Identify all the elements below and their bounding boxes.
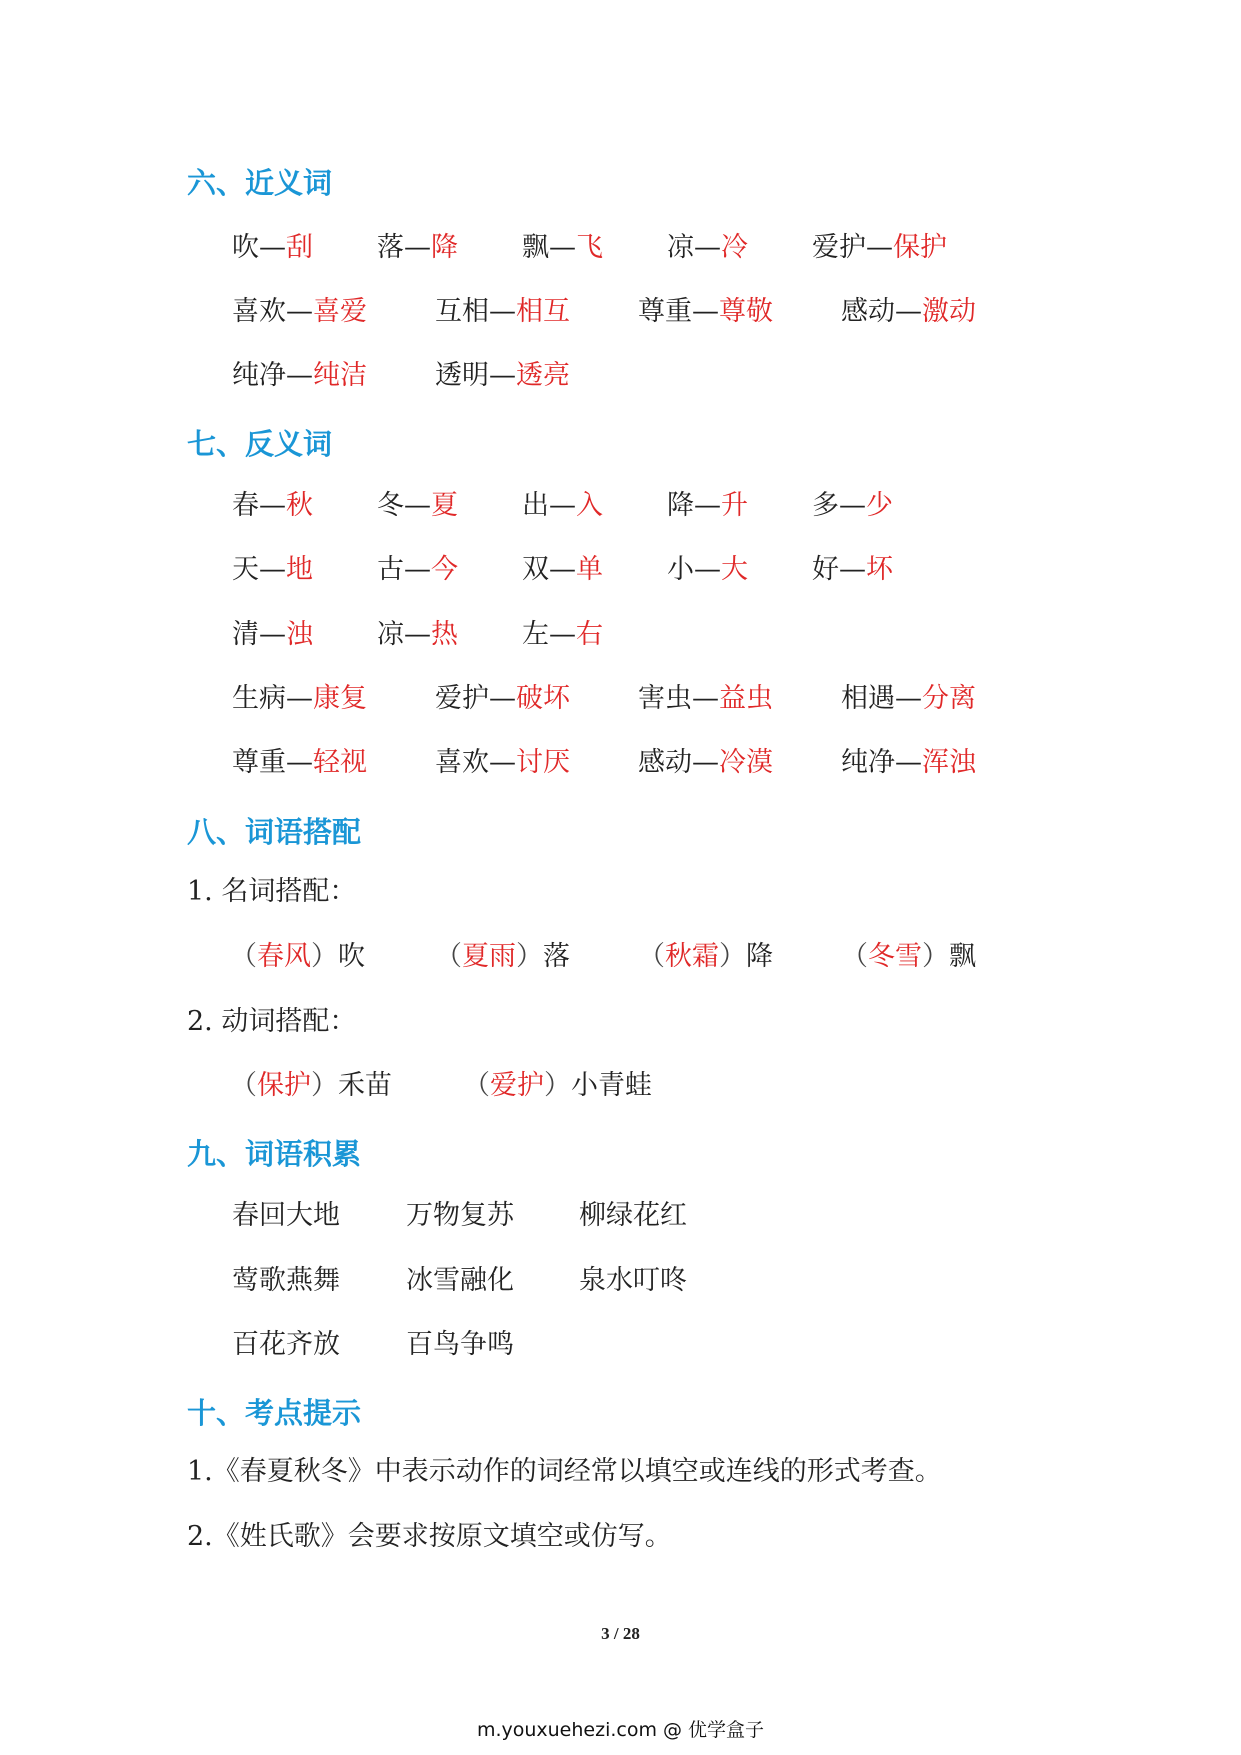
- collocation-word: 吹: [338, 941, 365, 972]
- word: 清: [232, 619, 259, 650]
- word: 飘: [522, 232, 549, 263]
- answer-word: 讨厌: [516, 747, 570, 778]
- sec6-pair: [232, 294, 367, 330]
- answer-word: 坏: [866, 554, 893, 585]
- paren-open: （: [841, 941, 868, 972]
- word: 纯净: [841, 747, 895, 778]
- answer-word: 浊: [286, 619, 313, 650]
- answer-word: 益虫: [719, 683, 773, 714]
- dash-separator: —: [259, 232, 286, 263]
- dash-separator: —: [895, 296, 922, 327]
- answer-word: 激动: [922, 296, 976, 327]
- dash-separator: —: [692, 296, 719, 327]
- answer-word: 单: [576, 554, 603, 585]
- section-10-heading: 十、考点提示: [187, 1396, 362, 1430]
- answer-word: 刮: [286, 232, 313, 263]
- idiom: 百鸟争鸣: [406, 1329, 514, 1360]
- dash-separator: —: [286, 360, 313, 391]
- dash-separator: —: [694, 490, 721, 521]
- idiom: 万物复苏: [406, 1200, 514, 1231]
- answer-word: 保护: [893, 232, 947, 263]
- verb-collocation-title: 2. 动词搭配：: [187, 1006, 357, 1037]
- answer-word: 夏: [431, 490, 458, 521]
- dash-separator: —: [404, 490, 431, 521]
- sec7-pair: [522, 552, 603, 588]
- sec6-pair: [812, 230, 947, 266]
- sec7-pair: [435, 745, 570, 781]
- answer-word: 尊敬: [719, 296, 773, 327]
- sec6-pair: [638, 294, 773, 330]
- word: 小: [667, 554, 694, 585]
- word: 透明: [435, 360, 489, 391]
- collocation-item: [230, 1068, 392, 1104]
- word: 感动: [841, 296, 895, 327]
- answer-word: 浑浊: [922, 747, 976, 778]
- collocation-item: [463, 1068, 652, 1104]
- collocation-word: 降: [746, 941, 773, 972]
- sec7-pair: [377, 617, 458, 653]
- word: 凉: [667, 232, 694, 263]
- word: 喜欢: [435, 747, 489, 778]
- dash-separator: —: [895, 747, 922, 778]
- answer-word: 热: [431, 619, 458, 650]
- answer-word: 冷漠: [719, 747, 773, 778]
- dash-separator: —: [694, 554, 721, 585]
- sec7-pair: [638, 745, 773, 781]
- idiom: 泉水叮咚: [579, 1265, 687, 1296]
- dash-separator: —: [259, 554, 286, 585]
- sec7-pair: [522, 617, 603, 653]
- paren-close: ）: [544, 1070, 571, 1101]
- section-8-heading: 八、词语搭配: [187, 815, 362, 849]
- dash-separator: —: [286, 296, 313, 327]
- sec6-pair: [841, 294, 976, 330]
- sec6-pair: [435, 358, 570, 394]
- word: 落: [377, 232, 404, 263]
- word: 尊重: [232, 747, 286, 778]
- word: 古: [377, 554, 404, 585]
- word: 出: [522, 490, 549, 521]
- dash-separator: —: [692, 747, 719, 778]
- sec7-pair: [232, 745, 367, 781]
- paren-open: （: [435, 941, 462, 972]
- answer-word: 飞: [576, 232, 603, 263]
- collocation-item: [638, 939, 773, 975]
- paren-close: ）: [922, 941, 949, 972]
- answer-word: 今: [431, 554, 458, 585]
- footer-watermark: m.youxuehezi.com @ 优学盒子: [476, 1719, 765, 1741]
- sec7-pair: [667, 488, 748, 524]
- word: 凉: [377, 619, 404, 650]
- answer-word: 纯洁: [313, 360, 367, 391]
- section-6-heading: 六、近义词: [187, 166, 333, 200]
- answer-word: 地: [286, 554, 313, 585]
- sec6-pair: [232, 358, 367, 394]
- dash-separator: —: [489, 683, 516, 714]
- dash-separator: —: [895, 683, 922, 714]
- dash-separator: —: [694, 232, 721, 263]
- idiom: 莺歌燕舞: [232, 1265, 340, 1296]
- noun-collocation-title: 1. 名词搭配：: [187, 876, 357, 907]
- answer-word: 保护: [257, 1070, 311, 1101]
- answer-word: 分离: [922, 683, 976, 714]
- answer-word: 夏雨: [462, 941, 516, 972]
- idiom: 冰雪融化: [406, 1265, 514, 1296]
- sec6-pair: [232, 230, 313, 266]
- tip-2: 2.《姓氏歌》会要求按原文填空或仿写。: [187, 1521, 672, 1552]
- dash-separator: —: [286, 747, 313, 778]
- idiom: 百花齐放: [232, 1329, 340, 1360]
- answer-word: 透亮: [516, 360, 570, 391]
- sec7-pair: [377, 488, 458, 524]
- word: 好: [812, 554, 839, 585]
- word: 春: [232, 490, 259, 521]
- word: 相遇: [841, 683, 895, 714]
- dash-separator: —: [866, 232, 893, 263]
- sec7-pair: [812, 552, 893, 588]
- paren-open: （: [230, 941, 257, 972]
- answer-word: 冬雪: [868, 941, 922, 972]
- collocation-word: 落: [543, 941, 570, 972]
- answer-word: 秋霜: [665, 941, 719, 972]
- dash-separator: —: [839, 490, 866, 521]
- dash-separator: —: [404, 619, 431, 650]
- word: 害虫: [638, 683, 692, 714]
- sec7-pair: [232, 552, 313, 588]
- answer-word: 相互: [516, 296, 570, 327]
- collocation-word: 飘: [949, 941, 976, 972]
- collocation-word: 小青蛙: [571, 1070, 652, 1101]
- answer-word: 降: [431, 232, 458, 263]
- answer-word: 少: [866, 490, 893, 521]
- dash-separator: —: [404, 554, 431, 585]
- sec7-pair: [812, 488, 893, 524]
- sec7-pair: [522, 488, 603, 524]
- answer-word: 喜爱: [313, 296, 367, 327]
- word: 左: [522, 619, 549, 650]
- word: 生病: [232, 683, 286, 714]
- sec7-pair: [841, 745, 976, 781]
- dash-separator: —: [549, 490, 576, 521]
- dash-separator: —: [259, 490, 286, 521]
- sec7-pair: [377, 552, 458, 588]
- answer-word: 秋: [286, 490, 313, 521]
- word: 双: [522, 554, 549, 585]
- section-7-heading: 七、反义词: [187, 427, 333, 461]
- page-number: 3 / 28: [601, 1624, 640, 1643]
- dash-separator: —: [549, 619, 576, 650]
- word: 天: [232, 554, 259, 585]
- paren-close: ）: [311, 1070, 338, 1101]
- sec7-pair: [667, 552, 748, 588]
- dash-separator: —: [489, 360, 516, 391]
- sec6-pair: [435, 294, 570, 330]
- paren-close: ）: [516, 941, 543, 972]
- sec7-pair: [232, 617, 313, 653]
- dash-separator: —: [549, 554, 576, 585]
- collocation-item: [435, 939, 570, 975]
- sec7-pair: [232, 488, 313, 524]
- dash-separator: —: [489, 296, 516, 327]
- word: 降: [667, 490, 694, 521]
- idiom: 柳绿花红: [579, 1200, 687, 1231]
- paren-open: （: [638, 941, 665, 972]
- collocation-item: [230, 939, 365, 975]
- dash-separator: —: [259, 619, 286, 650]
- sec6-pair: [667, 230, 748, 266]
- answer-word: 破坏: [516, 683, 570, 714]
- word: 喜欢: [232, 296, 286, 327]
- answer-word: 轻视: [313, 747, 367, 778]
- answer-word: 春风: [257, 941, 311, 972]
- collocation-item: [841, 939, 976, 975]
- paren-close: ）: [719, 941, 746, 972]
- word: 多: [812, 490, 839, 521]
- paren-open: （: [230, 1070, 257, 1101]
- word: 爱护: [435, 683, 489, 714]
- dash-separator: —: [839, 554, 866, 585]
- sec7-pair: [232, 681, 367, 717]
- word: 尊重: [638, 296, 692, 327]
- answer-word: 爱护: [490, 1070, 544, 1101]
- section-9-heading: 九、词语积累: [187, 1137, 362, 1171]
- word: 纯净: [232, 360, 286, 391]
- sec7-pair: [435, 681, 570, 717]
- sec6-pair: [377, 230, 458, 266]
- answer-word: 升: [721, 490, 748, 521]
- idiom: 春回大地: [232, 1200, 340, 1231]
- dash-separator: —: [692, 683, 719, 714]
- dash-separator: —: [549, 232, 576, 263]
- word: 爱护: [812, 232, 866, 263]
- dash-separator: —: [286, 683, 313, 714]
- answer-word: 康复: [313, 683, 367, 714]
- answer-word: 冷: [721, 232, 748, 263]
- sec7-pair: [841, 681, 976, 717]
- tip-1: 1.《春夏秋冬》中表示动作的词经常以填空或连线的形式考查。: [187, 1456, 942, 1487]
- dash-separator: —: [489, 747, 516, 778]
- paren-close: ）: [311, 941, 338, 972]
- paren-open: （: [463, 1070, 490, 1101]
- sec7-pair: [638, 681, 773, 717]
- word: 感动: [638, 747, 692, 778]
- answer-word: 入: [576, 490, 603, 521]
- sec6-pair: [522, 230, 603, 266]
- word: 冬: [377, 490, 404, 521]
- answer-word: 大: [721, 554, 748, 585]
- answer-word: 右: [576, 619, 603, 650]
- collocation-word: 禾苗: [338, 1070, 392, 1101]
- word: 互相: [435, 296, 489, 327]
- word: 吹: [232, 232, 259, 263]
- dash-separator: —: [404, 232, 431, 263]
